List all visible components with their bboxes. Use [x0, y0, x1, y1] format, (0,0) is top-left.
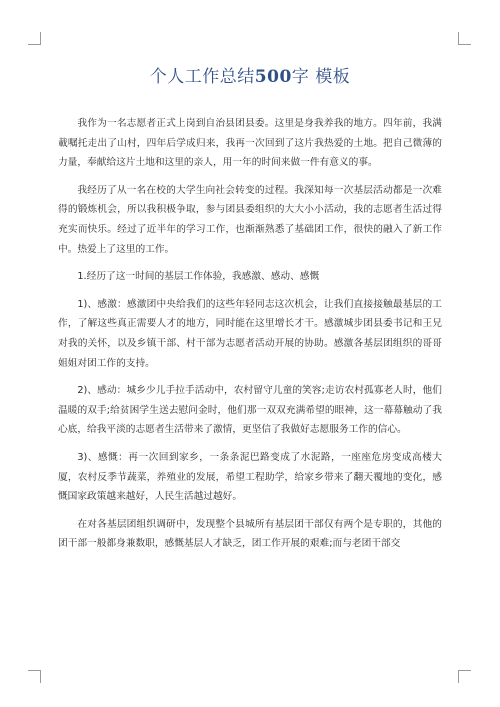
- crop-mark-top-right: [458, 32, 471, 45]
- paragraph-reflection: 3)、感慨：再一次回到家乡，一条条泥巴路变成了水泥路，一座座危房变成高楼大厦，农村反季节蔬菜，养殖业的发展，希望工程助学，给家乡带来了翻天覆地的变化，感慨国家政策越来越好，人民生活越过越好。: [58, 451, 442, 503]
- title-prefix: 个人工作总结: [149, 67, 255, 87]
- paragraph-moved: 2)、感动：城乡少儿手拉手活动中，农村留守儿童的笑容;走访农村孤寡老人时，他们温暖的双手;给贫困学生送去慰问金时，他们那一双双充满希望的眼神，这一幕幕触动了我心底，给我平淡的志愿者生活带来了激情，更坚信了我做好志愿服务工作的信心。: [58, 385, 442, 436]
- paragraph-intro: 我作为一名志愿者正式上岗到自治县团县委。这里是身我养我的地方。四年前，我满載嘱托走出了山村，四年后学成归来，我再一次回到了这片我热爱的土地。把自己微薄的力量，奉献给这片土地和这里的亲人，用一年的时间来做一件有意义的事。: [58, 118, 442, 169]
- paragraph-experience: 我经历了从一名在校的大学生向社会转变的过程。我深知每一次基层活动都是一次难得的锻炼机会，所以我积极争取，参与团县委组织的大大小小活动，我的志愿者生活过得充实而快乐。经过了近半年的学习工作，也渐渐熟悉了基础团工作，很快的融入了新工作中。热爱上了这里的工作。: [58, 184, 442, 255]
- crop-mark-bottom-right: [458, 670, 471, 683]
- crop-mark-top-left: [28, 32, 41, 45]
- crop-mark-bottom-left: [28, 670, 41, 683]
- document-title: [0, 62, 500, 87]
- title-number: 500: [254, 67, 292, 87]
- paragraph-heading-1: 1.经历了这一时间的基层工作体验，我感激、感动、感慨: [77, 271, 320, 283]
- title-suffix: 字 模板: [291, 67, 351, 87]
- paragraph-research: 在对各基层团组织调研中，发现整个县城所有基层团干部仅有两个是专职的，其他的团干部一般都身兼数职，感慨基层人才缺乏，团工作开展的艰难;而与老团干部交: [58, 518, 442, 550]
- paragraph-gratitude: 1)、感激：感激团中央给我们的这些年轻同志这次机会，让我们直接接触最基层的工作，了解这些真正需要人才的地方，同时能在这里增长才干。感激城步团县委书记和王兄对我的关怀，以及乡镇干部、村干部为志愿者活动开展的协助。感激各基层团组织的哥哥姐姐对团工作的支持。: [58, 298, 442, 369]
- document-body: [58, 114, 442, 562]
